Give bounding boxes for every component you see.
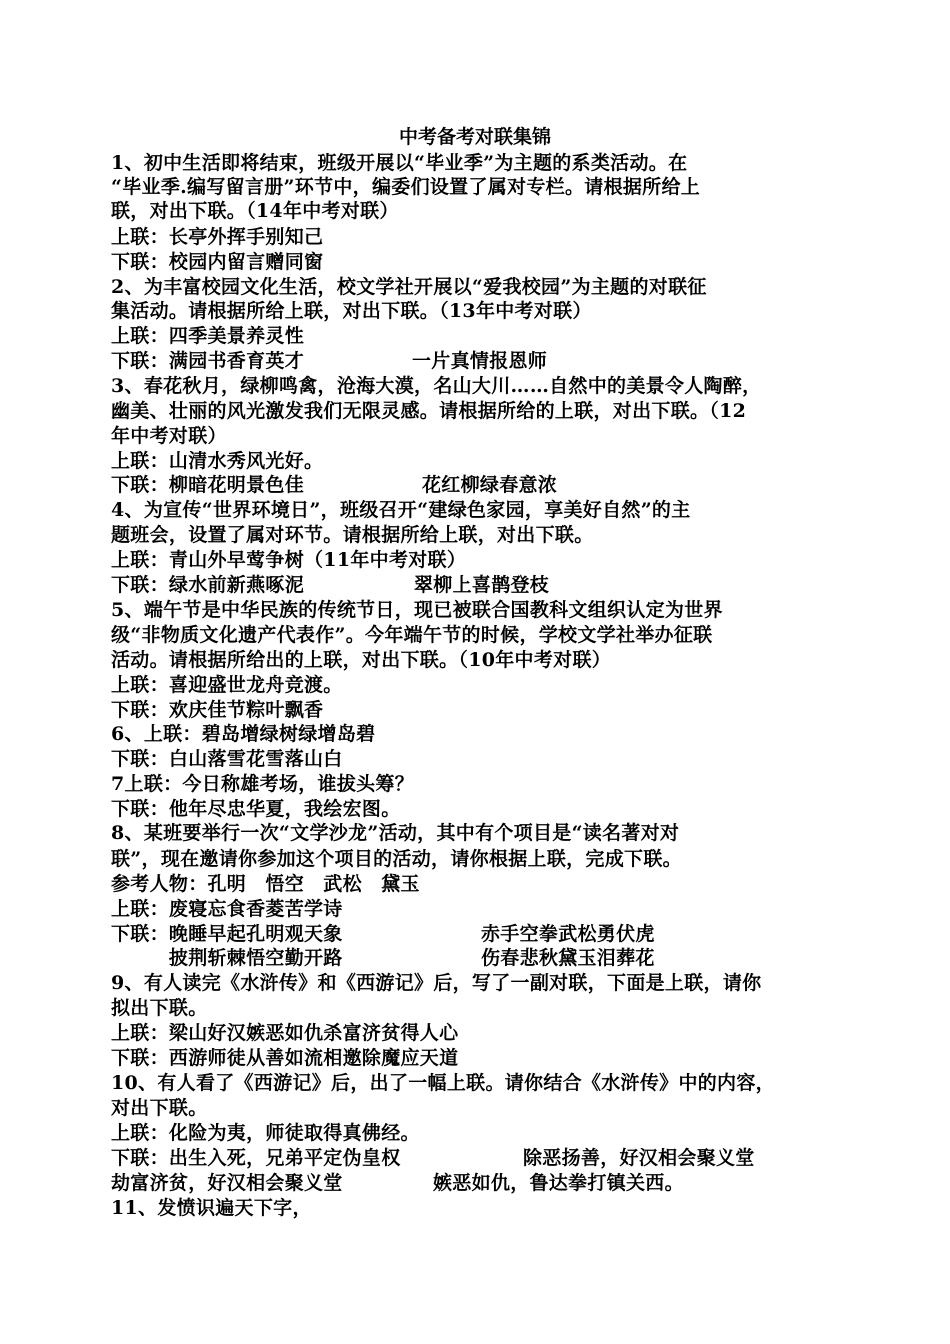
text-line: 联”，现在邀请你参加这个项目的活动，请你根据上联，完成下联。 (111, 848, 682, 870)
text-segment: 披荆斩棘悟空勤开路 (111, 947, 343, 969)
text-line: 4、为宣传“世界环境日”，班级召开“建绿色家园，享美好自然”的主 (111, 499, 691, 521)
text-segment: 下联：晚睡早起孔明观天象 (111, 923, 343, 945)
text-line: 8、某班要举行一次“文学沙龙”活动，其中有个项目是“读名著对对 (111, 822, 680, 844)
text-line: 集活动。请根据所给上联，对出下联。（13年中考对联） (111, 300, 592, 322)
text-line: 1、初中生活即将结束，班级开展以“毕业季”为主题的系类活动。在 (111, 152, 688, 174)
text-segment: 嫉恶如仇，鲁达拳打镇关西。 (433, 1172, 684, 1194)
text-line: 上联：四季美景养灵性 (111, 325, 305, 347)
text-line: 上联：废寝忘食香菱苦学诗 (111, 898, 343, 920)
text-line: 级“非物质文化遗产代表作”。今年端午节的时候，学校文学社举办征联 (111, 624, 713, 646)
text-segment: 一片真情报恩师 (412, 350, 548, 372)
text-line (111, 921, 655, 947)
text-line: 9、有人读完《水浒传》和《西游记》后，写了一副对联，下面是上联，请你 (111, 972, 762, 994)
text-line: 下联：西游师徒从善如流相邀除魔应天道 (111, 1047, 459, 1069)
text-line: 幽美、壮丽的风光激发我们无限灵感。请根据所给的上联，对出下联。（12 (111, 400, 747, 422)
text-line: 拟出下联。 (111, 997, 208, 1019)
text-segment: 劫富济贫，好汉相会聚义堂 (111, 1172, 343, 1194)
text-segment: 翠柳上喜鹊登枝 (414, 574, 550, 596)
text-line: 下联：校园内留言赠同窗 (111, 251, 324, 273)
text-line: 7上联：今日称雄考场，谁拔头筹？ (111, 773, 415, 795)
text-segment: 下联：满园书香育英才 (111, 350, 305, 372)
text-line: 上联：梁山好汉嫉恶如仇杀富济贫得人心 (111, 1022, 459, 1044)
text-line (111, 1145, 755, 1171)
text-line: 下联：白山落雪花雪落山白 (111, 748, 343, 770)
text-line: 上联：化险为夷，师徒取得真佛经。 (111, 1122, 420, 1144)
text-line: 上联：长亭外挥手别知己 (111, 226, 324, 248)
text-line: 对出下联。 (111, 1097, 208, 1119)
text-segment: 除恶扬善，好汉相会聚义堂 (523, 1147, 755, 1169)
text-segment: 伤春悲秋黛玉泪葬花 (481, 947, 655, 969)
text-line: 上联：喜迎盛世龙舟竞渡。 (111, 674, 343, 696)
text-segment: 下联：出生入死，兄弟平定伪皇权 (111, 1147, 401, 1169)
document-title: 中考备考对联集锦 (398, 126, 551, 148)
text-line: 3、春花秋月，绿柳鸣禽，沧海大漠，名山大川……自然中的美景令人陶醉， (111, 375, 762, 397)
text-line: 11、发愤识遍天下字， (111, 1197, 312, 1219)
text-line: “毕业季.编写留言册”环节中，编委们设置了属对专栏。请根据所给上 (111, 176, 701, 198)
text-segment: 赤手空拳武松勇伏虎 (481, 923, 655, 945)
text-line: 参考人物：孔明 悟空 武松 黛玉 (111, 873, 420, 895)
text-segment: 下联：绿水前新燕啄泥 (111, 574, 305, 596)
text-line: 联，对出下联。（14年中考对联） (111, 200, 399, 222)
text-segment: 花红柳绿春意浓 (422, 474, 558, 496)
text-line: 5、端午节是中华民族的传统节日，现已被联合国教科文组织认定为世界 (111, 599, 723, 621)
text-line (111, 572, 550, 598)
text-line: 10、有人看了《西游记》后，出了一幅上联。请你结合《水浒传》中的内容， (111, 1072, 775, 1094)
text-line: 下联：欢庆佳节粽叶飘香 (111, 699, 324, 721)
text-line: 年中考对联） (111, 425, 227, 447)
text-line (111, 1170, 684, 1196)
text-line: 题班会，设置了属对环节。请根据所给上联，对出下联。 (111, 524, 594, 546)
text-line (111, 348, 548, 374)
text-line: 上联：青山外早莺争树（11年中考对联） (111, 549, 467, 571)
text-line: 下联：他年尽忠华夏，我绘宏图。 (111, 798, 401, 820)
text-line: 上联：山清水秀风光好。 (111, 450, 324, 472)
text-line: 6、上联：碧岛增绿树绿增岛碧 (111, 723, 376, 745)
text-line: 2、为丰富校园文化生活，校文学社开展以“爱我校园”为主题的对联征 (111, 276, 707, 298)
text-line: 活动。请根据所给出的上联，对出下联。（10年中考对联） (111, 649, 612, 671)
text-line (111, 945, 655, 971)
text-line (111, 472, 558, 498)
text-segment: 下联：柳暗花明景色佳 (111, 474, 305, 496)
